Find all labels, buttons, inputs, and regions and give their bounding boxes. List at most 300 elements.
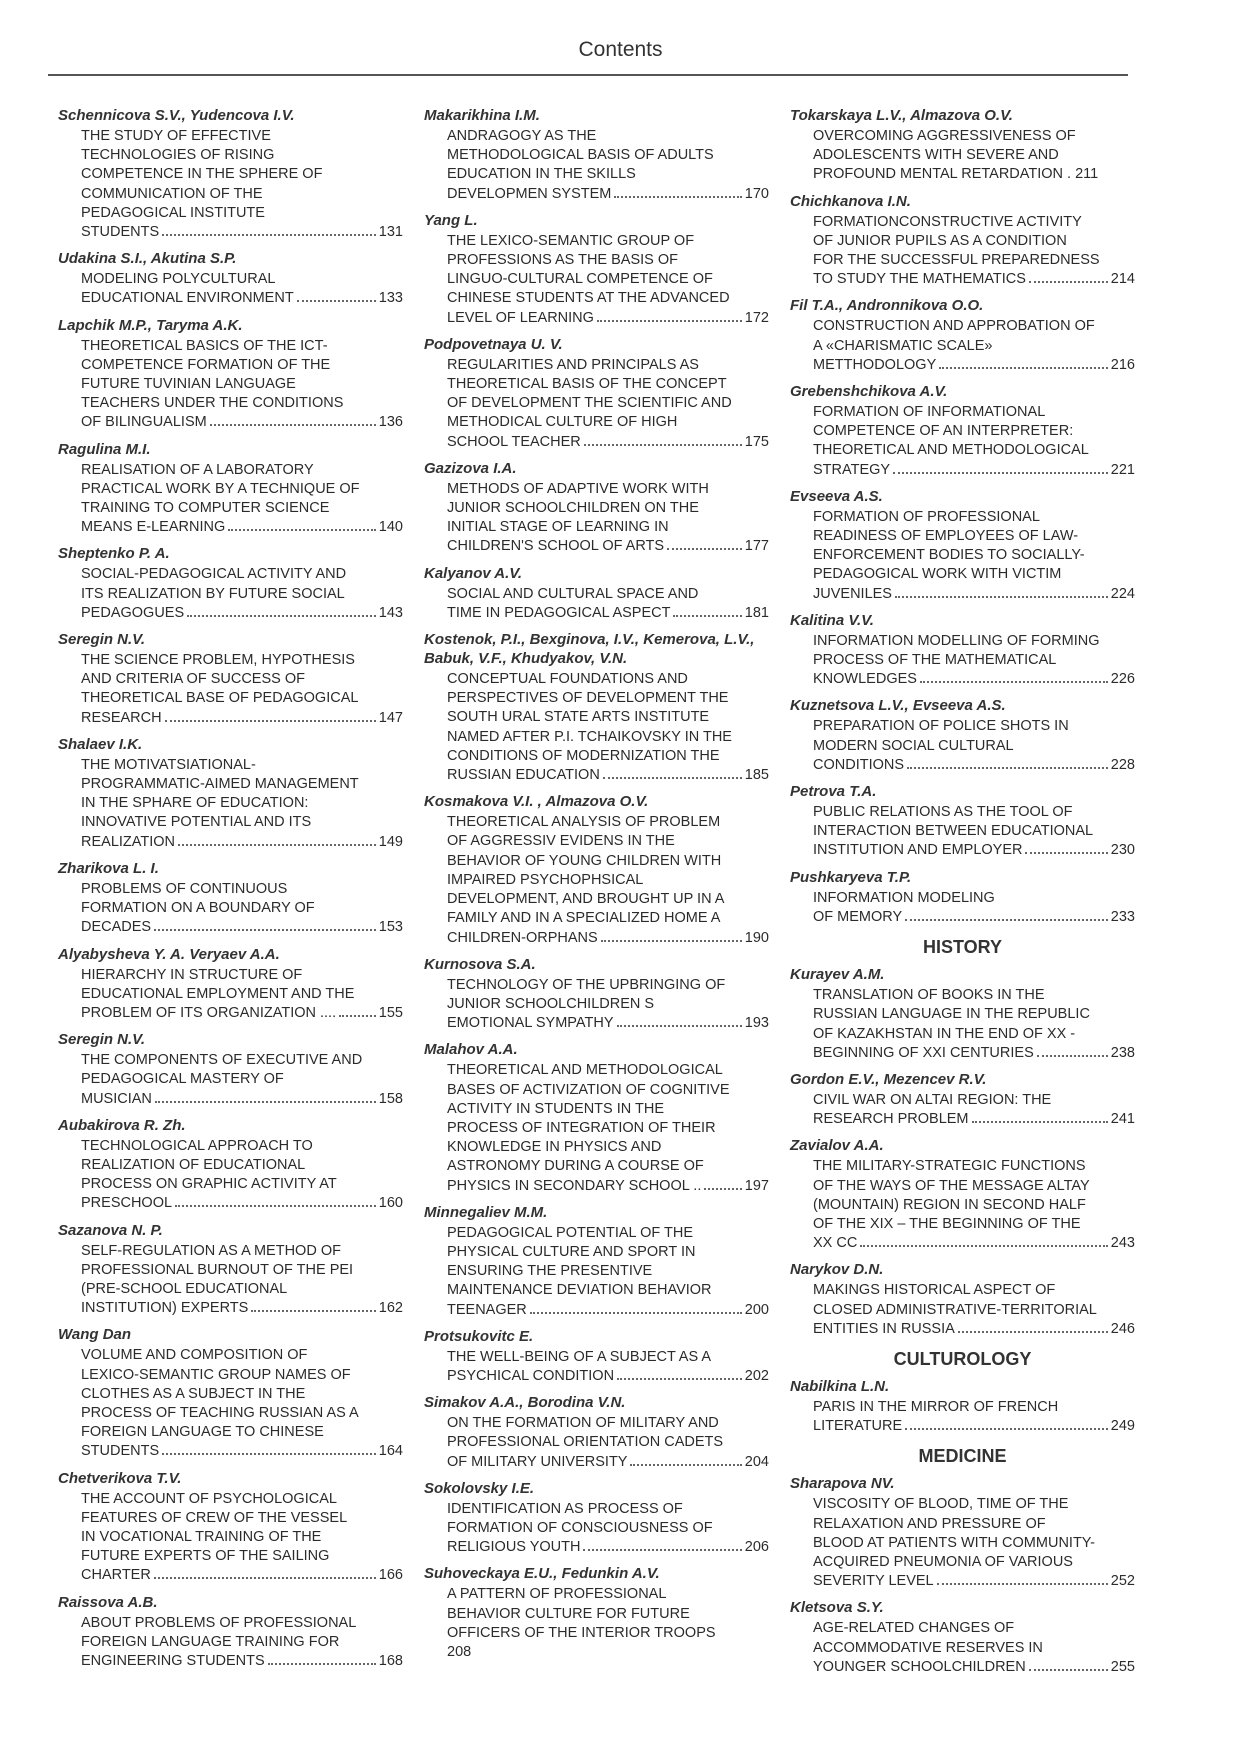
entry-title-line: LINGUO-CULTURAL COMPETENCE OF xyxy=(447,271,713,288)
page-number: 202 xyxy=(744,1367,769,1384)
entry-title-line: OF KAZAKHSTAN IN THE END OF XX - xyxy=(813,1025,1076,1042)
entry-title-line: KNOWLEDGE IN PHYSICS AND xyxy=(447,1139,662,1156)
entry-title-text: CHILDREN'S SCHOOL OF ARTS xyxy=(447,538,665,555)
entry-title xyxy=(81,880,403,938)
entry-title-line: DEVELOPMENT, AND BROUGHT UP IN A xyxy=(447,891,725,908)
entry-authors: Kalyanov A.V. xyxy=(424,564,523,582)
entry-title-line: COMMUNICATION OF THE xyxy=(81,185,263,202)
entry-title-text: INSTITUTION AND EMPLOYER xyxy=(813,842,1023,859)
entry-title-text: METTHODOLOGY xyxy=(813,356,937,373)
page-number: 143 xyxy=(378,604,403,621)
entry-authors: Kosmakova V.I. , Almazova O.V. xyxy=(424,793,649,811)
page-number: 224 xyxy=(1110,585,1135,602)
dot-leader xyxy=(907,767,1108,769)
dot-leader xyxy=(597,320,742,322)
entry-title-line: READINESS OF EMPLOYEES OF LAW- xyxy=(813,528,1079,545)
entry-title-line: SOCIAL AND CULTURAL SPACE AND xyxy=(447,585,699,602)
toc-column-1 xyxy=(58,106,403,1678)
entry-title-last-line xyxy=(81,223,403,242)
page-title: Contents xyxy=(578,38,663,61)
entry-authors: Sharapova NV. xyxy=(790,1475,895,1493)
toc-entry xyxy=(58,1030,403,1109)
entry-title-line: THEORETICAL AND METHODOLOGICAL xyxy=(447,1062,723,1079)
dot-leader xyxy=(210,424,376,426)
entry-title-line: PROFESSIONAL ORIENTATION CADETS xyxy=(447,1434,724,1451)
entry-title-line: TECHNOLOGICAL APPROACH TO xyxy=(81,1137,313,1154)
entry-title-last-line xyxy=(81,709,403,728)
entry-authors: Udakina S.I., Akutina S.P. xyxy=(58,250,237,268)
toc-entry xyxy=(424,1393,769,1472)
entry-title-last-line xyxy=(81,1652,403,1671)
dot-leader xyxy=(939,367,1108,369)
entry-authors: Kuznetsova L.V., Evseeva A.S. xyxy=(790,697,1006,715)
entry-title-last-line xyxy=(813,1320,1135,1339)
entry-title-text: LEVEL OF LEARNING xyxy=(447,309,594,326)
dot-leader xyxy=(162,234,376,236)
dot-leader xyxy=(175,1205,376,1207)
entry-title-line: PEDAGOGICAL MASTERY OF xyxy=(81,1071,284,1088)
entry-title-text: SCHOOL TEACHER xyxy=(447,433,581,450)
entry-title-line: MAINTENANCE DEVIATION BEHAVIOR xyxy=(447,1282,712,1299)
entry-title-line: THE STUDY OF EFFECTIVE xyxy=(81,128,271,144)
entry-title xyxy=(447,585,769,623)
entry-title-line: TECHNOLOGIES OF RISING xyxy=(81,147,275,164)
entry-title-line: THEORETICAL BASICS OF THE ICT- xyxy=(81,337,328,354)
entry-title-last-line xyxy=(813,270,1135,289)
page-number: 233 xyxy=(1110,908,1135,925)
dot-leader xyxy=(583,1549,741,1551)
dot-leader xyxy=(905,919,1108,921)
entry-title xyxy=(81,1242,403,1319)
dot-leader xyxy=(601,940,742,942)
toc-entry xyxy=(790,1474,1135,1591)
entry-title-line: ACTIVITY IN STUDENTS IN THE xyxy=(447,1100,664,1117)
entry-title-last-line xyxy=(447,1301,769,1320)
entry-title-line: IDENTIFICATION AS PROCESS OF xyxy=(447,1500,683,1517)
entry-title-last-line xyxy=(447,929,769,948)
entry-title-line: ANDRAGOGY AS THE xyxy=(447,128,597,144)
page-number: 246 xyxy=(1110,1320,1135,1337)
entry-title xyxy=(447,232,769,328)
entry-title-text: MEANS E-LEARNING xyxy=(81,519,226,536)
entry-title-last-line xyxy=(81,604,403,623)
entry-title-last-line xyxy=(813,461,1135,480)
header-rule xyxy=(48,74,1128,76)
entry-title-line: IN THE SPHARE OF EDUCATION: xyxy=(81,795,309,812)
entry-title-line: FOREIGN LANGUAGE TRAINING FOR xyxy=(81,1633,340,1650)
entry-authors: Wang Dan xyxy=(58,1326,132,1344)
entry-title-line: ON THE FORMATION OF MILITARY AND xyxy=(447,1415,719,1432)
entry-title-line: THEORETICAL BASE OF PEDAGOGICAL xyxy=(81,690,359,707)
entry-title-line: TRANSLATION OF BOOKS IN THE xyxy=(813,987,1045,1004)
entry-title xyxy=(447,670,769,785)
entry-authors: Kletsova S.Y. xyxy=(790,1599,884,1617)
dot-leader xyxy=(958,1331,1108,1333)
page-number: 136 xyxy=(378,414,403,431)
page-number: 170 xyxy=(744,185,769,202)
dot-leader xyxy=(297,300,376,302)
toc-entry xyxy=(790,965,1135,1063)
entry-title-text: PHYSICS IN SECONDARY SCHOOL .. xyxy=(447,1177,702,1194)
entry-authors: Malahov A.A. xyxy=(424,1041,518,1059)
dot-leader xyxy=(1029,281,1108,283)
dot-leader xyxy=(920,681,1108,683)
entry-title-last-line xyxy=(81,918,403,937)
entry-title-line: PROGRAMMATIC-AIMED MANAGEMENT xyxy=(81,776,359,793)
entry-title xyxy=(81,1137,403,1214)
toc-entry xyxy=(58,1593,403,1672)
entry-title-line: PROFOUND MENTAL RETARDATION . 211 xyxy=(813,166,1099,183)
entry-title-line: OF THE WAYS OF THE MESSAGE ALTAY xyxy=(813,1177,1090,1194)
entry-title-line: INTERACTION BETWEEN EDUCATIONAL xyxy=(813,823,1094,840)
entry-title-text: OF MILITARY UNIVERSITY xyxy=(447,1453,628,1470)
entry-title-line: SOUTH URAL STATE ARTS INSTITUTE xyxy=(447,709,710,726)
entry-authors: Aubakirova R. Zh. xyxy=(58,1116,186,1134)
entry-title-line: PARIS IN THE MIRROR OF FRENCH xyxy=(813,1398,1059,1415)
entry-title-line: VISCOSITY OF BLOOD, TIME OF THE xyxy=(813,1496,1069,1513)
entry-title-text: PSYCHICAL CONDITION xyxy=(447,1367,615,1384)
entry-title xyxy=(813,889,1135,927)
toc-entry xyxy=(424,1327,769,1386)
entry-title-last-line xyxy=(447,766,769,785)
entry-title xyxy=(813,1157,1135,1253)
entry-title xyxy=(81,461,403,538)
entry-title-line: A «CHARISMATIC SCALE» xyxy=(813,337,993,354)
entry-title-last-line xyxy=(813,1658,1135,1677)
page-number: 133 xyxy=(378,290,403,307)
entry-title-last-line xyxy=(813,1110,1135,1129)
entry-title-line: FORMATION OF CONSCIOUSNESS OF xyxy=(447,1519,713,1536)
entry-title-line: FUTURE EXPERTS OF THE SAILING xyxy=(81,1548,330,1565)
dot-leader xyxy=(937,1583,1108,1585)
entry-title-text: REALIZATION xyxy=(81,833,175,850)
entry-title-last-line xyxy=(447,1367,769,1386)
entry-title-line: ADOLESCENTS WITH SEVERE AND xyxy=(813,147,1059,164)
dot-leader xyxy=(251,1310,375,1312)
entry-title-text: LITERATURE xyxy=(813,1418,903,1435)
entry-title-text: EDUCATIONAL ENVIRONMENT xyxy=(81,290,294,307)
entry-title-text: RESEARCH PROBLEM xyxy=(813,1111,969,1128)
entry-authors: Simakov A.A., Borodina V.N. xyxy=(424,1394,626,1412)
toc-entry xyxy=(58,859,403,938)
entry-title xyxy=(813,803,1135,861)
toc-entry xyxy=(424,335,769,452)
entry-title-line: FORMATION OF INFORMATIONAL xyxy=(813,404,1046,421)
toc-entry xyxy=(424,955,769,1034)
entry-authors: Grebenshchikova A.V. xyxy=(790,383,948,401)
entry-title-line: CONCEPTUAL FOUNDATIONS AND xyxy=(447,671,688,688)
entry-title xyxy=(813,317,1135,375)
entry-title-line: THE SCIENCE PROBLEM, HYPOTHESIS xyxy=(81,652,355,669)
page-number: 206 xyxy=(744,1539,769,1556)
entry-title-line: FOR THE SUCCESSFUL PREPAREDNESS xyxy=(813,252,1100,269)
entry-authors: Yang L. xyxy=(424,211,478,229)
entry-title-line: EDUCATIONAL EMPLOYMENT AND THE xyxy=(81,985,355,1002)
entry-authors: Sazanova N. P. xyxy=(58,1221,163,1239)
entry-title-line: PEDAGOGICAL WORK WITH VICTIM xyxy=(813,566,1062,583)
page-number: 197 xyxy=(744,1177,769,1194)
entry-authors: Alyabysheva Y. A. Veryaev A.A. xyxy=(58,945,280,963)
entry-title-last-line xyxy=(813,1234,1135,1253)
entry-title-text: BEGINNING OF XXI CENTURIES xyxy=(813,1044,1034,1061)
entry-title xyxy=(813,717,1135,775)
entry-title-line: PROFESSIONS AS THE BASIS OF xyxy=(447,252,678,269)
entry-title xyxy=(447,1224,769,1320)
entry-title-line: CLOTHES AS A SUBJECT IN THE xyxy=(81,1385,306,1402)
entry-title xyxy=(447,1348,769,1386)
toc-entry xyxy=(424,1564,769,1662)
page-number: 162 xyxy=(378,1300,403,1317)
page-number: 164 xyxy=(378,1443,403,1460)
entry-title-line: THEORETICAL AND METHODOLOGICAL xyxy=(813,442,1089,459)
entry-title-text: RESEARCH xyxy=(81,709,162,726)
dot-leader xyxy=(584,444,742,446)
entry-title xyxy=(447,1500,769,1558)
entry-title-line: FORMATIONCONSTRUCTIVE ACTIVITY xyxy=(813,213,1082,230)
dot-leader xyxy=(617,1025,742,1027)
dot-leader xyxy=(617,1378,742,1380)
toc-entry xyxy=(58,249,403,308)
page-number: 153 xyxy=(378,919,403,936)
entry-title xyxy=(81,1346,403,1461)
entry-title-last-line xyxy=(813,756,1135,775)
page-number: 241 xyxy=(1110,1111,1135,1128)
entry-title-line: ACCOMMODATIVE RESERVES IN xyxy=(813,1639,1043,1656)
page-number: 181 xyxy=(744,604,769,621)
entry-title-last-line xyxy=(81,1194,403,1213)
toc-entry xyxy=(790,696,1135,775)
entry-title-text: XX CC xyxy=(813,1235,858,1252)
entry-authors: Kurnosova S.A. xyxy=(424,955,536,973)
entry-title-line: THEORETICAL BASIS OF THE CONCEPT xyxy=(447,376,727,393)
entry-title-text: SEVERITY LEVEL xyxy=(813,1573,934,1590)
toc-entry xyxy=(790,1136,1135,1253)
toc-entry xyxy=(790,782,1135,861)
toc-entry xyxy=(58,1325,403,1461)
entry-title-line: PROCESS OF TEACHING RUSSIAN AS A xyxy=(81,1404,359,1421)
dot-leader xyxy=(704,1188,741,1190)
entry-title-last-line xyxy=(447,185,769,204)
entry-title-text: PRESCHOOL xyxy=(81,1195,173,1212)
toc-entry xyxy=(790,296,1135,375)
page-number: 155 xyxy=(378,1004,403,1021)
toc-column-3 xyxy=(790,106,1135,1684)
entry-title-line: INFORMATION MODELING xyxy=(813,889,995,906)
entry-title-line: AGE-RELATED CHANGES OF xyxy=(813,1620,1015,1637)
entry-title-line: IMPAIRED PSYCHOPHSICAL xyxy=(447,871,644,888)
entry-title-text: CHARTER xyxy=(81,1567,151,1584)
page-number: 175 xyxy=(744,433,769,450)
entry-title-line: PROCESS ON GRAPHIC ACTIVITY AT xyxy=(81,1176,337,1193)
entry-title-last-line xyxy=(447,433,769,452)
page-number: 158 xyxy=(378,1090,403,1107)
entry-title-last-line xyxy=(813,908,1135,927)
entry-title xyxy=(81,337,403,433)
entry-title xyxy=(447,1061,769,1195)
toc-entry xyxy=(790,1598,1135,1677)
entry-title xyxy=(447,480,769,557)
toc-entry xyxy=(424,1479,769,1558)
entry-authors: Narykov D.N. xyxy=(790,1261,884,1279)
dot-leader xyxy=(603,777,742,779)
entry-authors: Evseeva A.S. xyxy=(790,487,883,505)
entry-authors: Chetverikova T.V. xyxy=(58,1469,182,1487)
entry-title-line: A PATTERN OF PROFESSIONAL xyxy=(447,1586,667,1603)
entry-title-text: MUSICIAN xyxy=(81,1090,152,1107)
entry-title-last-line xyxy=(447,1014,769,1033)
entry-title xyxy=(81,1490,403,1586)
entry-authors: Chichkanova I.N. xyxy=(790,192,911,210)
toc-entry xyxy=(424,630,769,785)
page-number: 214 xyxy=(1110,271,1135,288)
entry-title-line: REALISATION OF A LABORATORY xyxy=(81,461,314,478)
entry-title xyxy=(81,1051,403,1109)
entry-title-line: THE LEXICO-SEMANTIC GROUP OF xyxy=(447,232,695,249)
dot-leader xyxy=(1037,1055,1108,1057)
entry-title-line: PERSPECTIVES OF DEVELOPMENT THE xyxy=(447,690,729,707)
toc-entry xyxy=(58,1221,403,1319)
entry-authors: Nabilkina L.N. xyxy=(790,1377,890,1395)
entry-authors: Kalitina V.V. xyxy=(790,611,874,629)
entry-title-line: PROBLEMS OF CONTINUOUS xyxy=(81,880,288,897)
entry-title-text: RELIGIOUS YOUTH xyxy=(447,1539,581,1556)
entry-title-last-line xyxy=(813,1572,1135,1591)
entry-title-line: SOCIAL-PEDAGOGICAL ACTIVITY AND xyxy=(81,566,347,583)
entry-title-line: OF THE XIX – THE BEGINNING OF THE xyxy=(813,1215,1081,1232)
entry-title-line: VOLUME AND COMPOSITION OF xyxy=(81,1347,308,1364)
entry-title-last-line xyxy=(447,1453,769,1472)
entry-title-line: BLOOD AT PATIENTS WITH COMMUNITY- xyxy=(813,1534,1095,1551)
page-number: 238 xyxy=(1110,1044,1135,1061)
toc-entry xyxy=(58,106,403,242)
toc-entry xyxy=(790,487,1135,604)
dot-leader xyxy=(895,596,1108,598)
entry-title-line: PREPARATION OF POLICE SHOTS IN xyxy=(813,718,1069,735)
entry-authors: Gazizova I.A. xyxy=(424,459,517,477)
toc-entry xyxy=(424,792,769,947)
entry-title-line: BASES OF ACTIVIZATION OF COGNITIVE xyxy=(447,1081,730,1098)
entry-title-line: ASTRONOMY DURING A COURSE OF xyxy=(447,1158,704,1175)
entry-title-text: OF MEMORY xyxy=(813,908,903,925)
entry-title-line: JUNIOR SCHOOLCHILDREN S xyxy=(447,995,655,1012)
entry-title-line: THE ACCOUNT OF PSYCHOLOGICAL xyxy=(81,1490,337,1507)
entry-title-last-line xyxy=(447,309,769,328)
entry-title xyxy=(813,213,1135,290)
entry-title-line: THEORETICAL ANALYSIS OF PROBLEM xyxy=(447,814,721,831)
entry-title-line: METHODICAL CULTURE OF HIGH xyxy=(447,414,678,431)
entry-title-line: BEHAVIOR CULTURE FOR FUTURE xyxy=(447,1605,690,1622)
entry-title xyxy=(813,986,1135,1063)
entry-title-line: EDUCATION IN THE SKILLS xyxy=(447,166,636,183)
entry-title-line: THE MOTIVATSIATIONAL- xyxy=(81,756,256,773)
page-number: 216 xyxy=(1110,356,1135,373)
entry-title xyxy=(81,1614,403,1672)
entry-title xyxy=(813,1281,1135,1339)
entry-title-line: THE MILITARY-STRATEGIC FUNCTIONS xyxy=(813,1158,1086,1175)
entry-title-line: JUNIOR SCHOOLCHILDREN ON THE xyxy=(447,500,699,517)
entry-title-last-line xyxy=(81,1299,403,1318)
entry-title-line: ENSURING THE PRESENTIVE xyxy=(447,1263,653,1280)
entry-title xyxy=(813,1495,1135,1591)
entry-title xyxy=(813,1398,1135,1436)
toc-entry xyxy=(424,1040,769,1195)
dot-leader xyxy=(268,1663,376,1665)
dot-leader xyxy=(1029,1669,1108,1671)
dot-leader xyxy=(530,1312,742,1314)
entry-title-line: PEDAGOGICAL INSTITUTE xyxy=(81,204,265,221)
toc-entry xyxy=(790,192,1135,290)
entry-authors: Seregin N.V. xyxy=(58,1031,145,1049)
section-heading: MEDICINE xyxy=(918,1446,1007,1467)
entry-authors: Kostenok, P.I., Bexginova, I.V., Kemerova, L.V., Babuk, V.F., Khudyakov, V.N. xyxy=(424,631,755,668)
entry-title-line: AND CRITERIA OF SUCCESS OF xyxy=(81,671,305,688)
page-number: 147 xyxy=(378,709,403,726)
page-number: 172 xyxy=(744,309,769,326)
entry-title xyxy=(81,756,403,852)
entry-authors: Suhoveckaya E.U., Fedunkin A.V. xyxy=(424,1565,660,1583)
entry-title-line: PROCESS OF THE MATHEMATICAL xyxy=(813,652,1057,669)
toc-entry xyxy=(424,564,769,623)
entry-title-last-line xyxy=(81,1004,403,1023)
toc-entry xyxy=(424,459,769,557)
toc-entry xyxy=(790,868,1135,927)
entry-title xyxy=(813,403,1135,480)
entry-title-last-line xyxy=(813,670,1135,689)
entry-title-line: CLOSED ADMINISTRATIVE-TERRITORIAL xyxy=(813,1301,1097,1318)
entry-title-line: PROCESS OF INTEGRATION OF THEIR xyxy=(447,1119,716,1136)
page-number: 140 xyxy=(378,519,403,536)
entry-authors: Shalaev I.K. xyxy=(58,735,143,753)
entry-title-last-line xyxy=(81,1442,403,1461)
entry-authors: Podpovetnaya U. V. xyxy=(424,335,563,353)
toc-entry xyxy=(790,611,1135,690)
entry-title-text: TO STUDY THE MATHEMATICS xyxy=(813,271,1026,288)
dot-leader xyxy=(673,615,741,617)
toc-entry xyxy=(58,440,403,538)
toc-column-2 xyxy=(424,106,769,1669)
entry-title-line: TECHNOLOGY OF THE UPBRINGING OF xyxy=(447,976,726,993)
entry-title-line: FORMATION ON A BOUNDARY OF xyxy=(81,900,315,917)
entry-title-line: RELAXATION AND PRESSURE OF xyxy=(813,1515,1046,1532)
dot-leader xyxy=(630,1464,741,1466)
dot-leader xyxy=(154,1577,376,1579)
entry-authors: Pushkaryeva T.P. xyxy=(790,868,912,886)
page-number: 160 xyxy=(378,1195,403,1212)
entry-title-last-line xyxy=(813,1417,1135,1436)
entry-title-last-line xyxy=(813,1044,1135,1063)
entry-title-line: FAMILY AND IN A SPECIALIZED HOME A xyxy=(447,910,721,927)
entry-title-line: CIVIL WAR ON ALTAI REGION: THE xyxy=(813,1091,1052,1108)
entry-title-line: THE COMPONENTS OF EXECUTIVE AND xyxy=(81,1052,363,1069)
entry-title xyxy=(447,127,769,204)
page-number: 243 xyxy=(1110,1235,1135,1252)
entry-title-line: 208 xyxy=(447,1643,472,1660)
entry-authors: Sokolovsky I.E. xyxy=(424,1479,535,1497)
entry-title-line: CONDITIONS OF MODERNIZATION THE xyxy=(447,747,720,764)
page-number: 166 xyxy=(378,1567,403,1584)
entry-title-last-line xyxy=(447,1177,769,1196)
entry-authors: Gordon E.V., Mezencev R.V. xyxy=(790,1070,987,1088)
entry-title-line: OF JUNIOR PUPILS AS A CONDITION xyxy=(813,232,1067,249)
entry-title-text: DECADES xyxy=(81,919,152,936)
dot-leader xyxy=(178,844,376,846)
entry-title-line: PEDAGOGICAL POTENTIAL OF THE xyxy=(447,1224,694,1241)
entry-title-line: PHYSICAL CULTURE AND SPORT IN xyxy=(447,1243,696,1260)
dot-leader xyxy=(614,196,741,198)
entry-title-last-line xyxy=(447,604,769,623)
entry-title xyxy=(813,1619,1135,1677)
entry-title-line: BEHAVIOR OF YOUNG CHILDREN WITH xyxy=(447,852,722,869)
